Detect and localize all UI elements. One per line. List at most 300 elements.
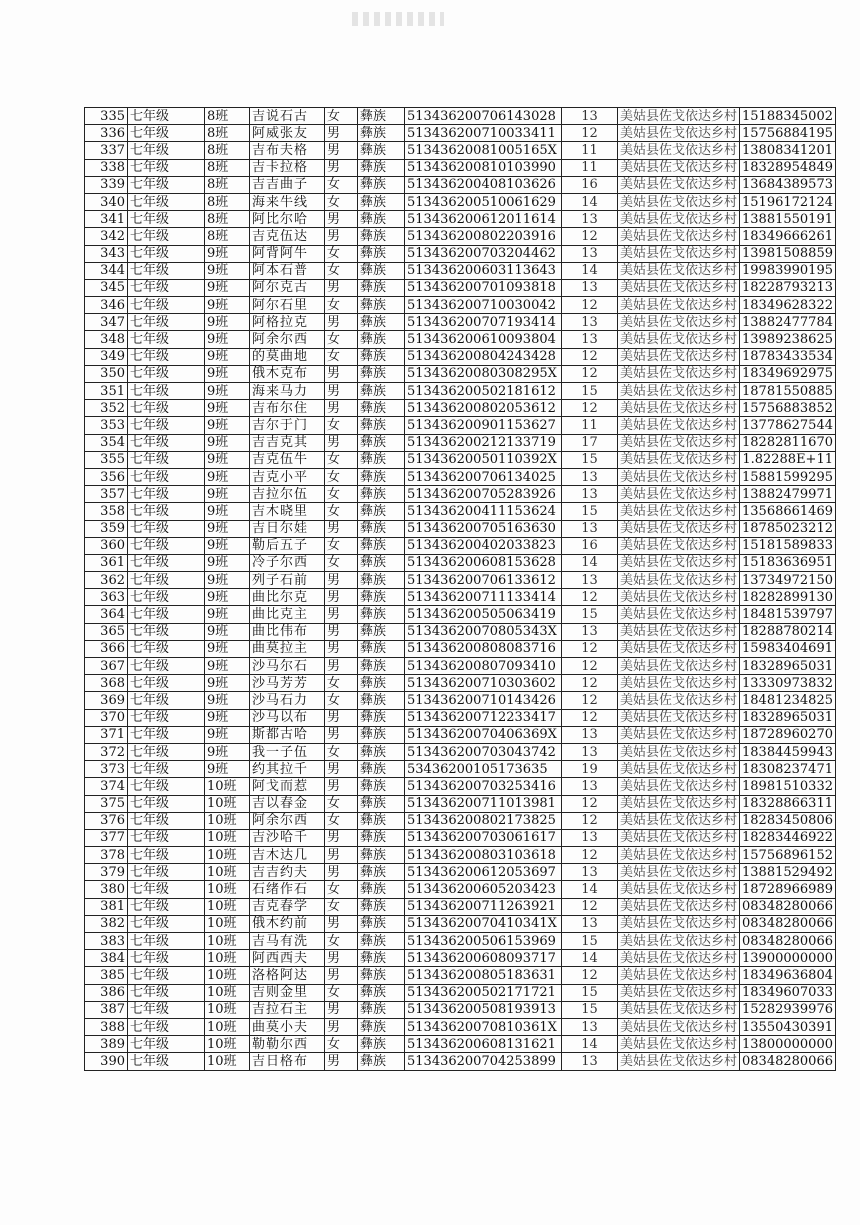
row-number-cell: 342 bbox=[85, 228, 128, 245]
id-number-cell: 513436200703253416 bbox=[405, 778, 562, 795]
row-number-cell: 355 bbox=[85, 451, 128, 468]
phone-cell: 13800000000 bbox=[740, 1036, 836, 1053]
address-cell: 美姑县佐戈依达乡村 bbox=[618, 812, 740, 829]
table-row bbox=[85, 829, 836, 846]
phone-cell: 18481539797 bbox=[740, 606, 836, 623]
grade-cell: 七年级 bbox=[128, 537, 205, 554]
gender-cell: 男 bbox=[325, 228, 358, 245]
age-cell: 14 bbox=[562, 950, 618, 967]
ethnicity-cell: 彝族 bbox=[358, 795, 405, 812]
table-row bbox=[85, 159, 836, 176]
ethnicity-cell: 彝族 bbox=[358, 468, 405, 485]
grade-cell: 七年级 bbox=[128, 245, 205, 262]
ethnicity-cell: 彝族 bbox=[358, 228, 405, 245]
student-name-cell: 我一子伍 bbox=[250, 743, 325, 760]
phone-cell: 13981508859 bbox=[740, 245, 836, 262]
ethnicity-cell: 彝族 bbox=[358, 108, 405, 125]
grade-cell: 七年级 bbox=[128, 761, 205, 778]
id-number-cell: 513436200710030042 bbox=[405, 297, 562, 314]
id-number-cell: 513436200610093804 bbox=[405, 331, 562, 348]
ethnicity-cell: 彝族 bbox=[358, 503, 405, 520]
grade-cell: 七年级 bbox=[128, 606, 205, 623]
student-name-cell: 吉克春学 bbox=[250, 898, 325, 915]
table-row bbox=[85, 297, 836, 314]
row-number-cell: 351 bbox=[85, 383, 128, 400]
row-number-cell: 375 bbox=[85, 795, 128, 812]
row-number-cell: 338 bbox=[85, 159, 128, 176]
table-row bbox=[85, 417, 836, 434]
ethnicity-cell: 彝族 bbox=[358, 520, 405, 537]
address-cell: 美姑县佐戈依达乡村 bbox=[618, 417, 740, 434]
age-cell: 14 bbox=[562, 262, 618, 279]
table-row bbox=[85, 967, 836, 984]
class-cell: 9班 bbox=[205, 417, 250, 434]
age-cell: 15 bbox=[562, 933, 618, 950]
id-number-cell: 513436200510061629 bbox=[405, 193, 562, 210]
gender-cell: 女 bbox=[325, 743, 358, 760]
student-name-cell: 曲莫拉主 bbox=[250, 640, 325, 657]
ethnicity-cell: 彝族 bbox=[358, 572, 405, 589]
grade-cell: 七年级 bbox=[128, 829, 205, 846]
table-row bbox=[85, 726, 836, 743]
grade-cell: 七年级 bbox=[128, 108, 205, 125]
id-number-cell: 51343620050110392X bbox=[405, 451, 562, 468]
table-row bbox=[85, 193, 836, 210]
grade-cell: 七年级 bbox=[128, 228, 205, 245]
table-row bbox=[85, 675, 836, 692]
age-cell: 12 bbox=[562, 297, 618, 314]
class-cell: 9班 bbox=[205, 279, 250, 296]
student-name-cell: 吉卡拉格 bbox=[250, 159, 325, 176]
id-number-cell: 513436200608153628 bbox=[405, 554, 562, 571]
address-cell: 美姑县佐戈依达乡村 bbox=[618, 761, 740, 778]
student-name-cell: 阿尔石里 bbox=[250, 297, 325, 314]
grade-cell: 七年级 bbox=[128, 1036, 205, 1053]
gender-cell: 男 bbox=[325, 1053, 358, 1070]
student-name-cell: 斯都古哈 bbox=[250, 726, 325, 743]
age-cell: 13 bbox=[562, 864, 618, 881]
age-cell: 14 bbox=[562, 881, 618, 898]
ethnicity-cell: 彝族 bbox=[358, 383, 405, 400]
gender-cell: 女 bbox=[325, 984, 358, 1001]
ethnicity-cell: 彝族 bbox=[358, 950, 405, 967]
gender-cell: 男 bbox=[325, 572, 358, 589]
id-number-cell: 513436200603113643 bbox=[405, 262, 562, 279]
id-number-cell: 513436200807093410 bbox=[405, 658, 562, 675]
grade-cell: 七年级 bbox=[128, 348, 205, 365]
gender-cell: 男 bbox=[325, 623, 358, 640]
class-cell: 10班 bbox=[205, 864, 250, 881]
age-cell: 14 bbox=[562, 1036, 618, 1053]
student-name-cell: 吉尔于门 bbox=[250, 417, 325, 434]
id-number-cell: 513436200802173825 bbox=[405, 812, 562, 829]
student-name-cell: 沙马以布 bbox=[250, 709, 325, 726]
class-cell: 9班 bbox=[205, 537, 250, 554]
age-cell: 13 bbox=[562, 331, 618, 348]
grade-cell: 七年级 bbox=[128, 331, 205, 348]
address-cell: 美姑县佐戈依达乡村 bbox=[618, 847, 740, 864]
row-number-cell: 389 bbox=[85, 1036, 128, 1053]
gender-cell: 女 bbox=[325, 417, 358, 434]
phone-cell: 13330973832 bbox=[740, 675, 836, 692]
grade-cell: 七年级 bbox=[128, 623, 205, 640]
age-cell: 13 bbox=[562, 1053, 618, 1070]
grade-cell: 七年级 bbox=[128, 365, 205, 382]
age-cell: 12 bbox=[562, 589, 618, 606]
grade-cell: 七年级 bbox=[128, 486, 205, 503]
phone-cell: 18349607033 bbox=[740, 984, 836, 1001]
grade-cell: 七年级 bbox=[128, 159, 205, 176]
phone-cell: 15756896152 bbox=[740, 847, 836, 864]
ethnicity-cell: 彝族 bbox=[358, 589, 405, 606]
phone-cell: 13882479971 bbox=[740, 486, 836, 503]
student-name-cell: 阿西西夫 bbox=[250, 950, 325, 967]
id-number-cell: 51343620070410341X bbox=[405, 915, 562, 932]
student-name-cell: 吉克伍牛 bbox=[250, 451, 325, 468]
student-name-cell: 吉吉克其 bbox=[250, 434, 325, 451]
age-cell: 12 bbox=[562, 228, 618, 245]
student-name-cell: 吉布夫格 bbox=[250, 142, 325, 159]
gender-cell: 男 bbox=[325, 864, 358, 881]
class-cell: 8班 bbox=[205, 176, 250, 193]
gender-cell: 女 bbox=[325, 933, 358, 950]
age-cell: 13 bbox=[562, 314, 618, 331]
table-row bbox=[85, 142, 836, 159]
table-row bbox=[85, 658, 836, 675]
phone-cell: 18384459943 bbox=[740, 743, 836, 760]
phone-cell: 18481234825 bbox=[740, 692, 836, 709]
grade-cell: 七年级 bbox=[128, 1053, 205, 1070]
ethnicity-cell: 彝族 bbox=[358, 434, 405, 451]
student-name-cell: 阿威张友 bbox=[250, 125, 325, 142]
student-name-cell: 约其拉千 bbox=[250, 761, 325, 778]
class-cell: 9班 bbox=[205, 726, 250, 743]
gender-cell: 男 bbox=[325, 142, 358, 159]
row-number-cell: 349 bbox=[85, 348, 128, 365]
gender-cell: 男 bbox=[325, 279, 358, 296]
phone-cell: 18282899130 bbox=[740, 589, 836, 606]
row-number-cell: 339 bbox=[85, 176, 128, 193]
student-name-cell: 吉马有洗 bbox=[250, 933, 325, 950]
age-cell: 15 bbox=[562, 503, 618, 520]
id-number-cell: 513436200705163630 bbox=[405, 520, 562, 537]
grade-cell: 七年级 bbox=[128, 417, 205, 434]
class-cell: 9班 bbox=[205, 572, 250, 589]
address-cell: 美姑县佐戈依达乡村 bbox=[618, 314, 740, 331]
grade-cell: 七年级 bbox=[128, 262, 205, 279]
id-number-cell: 513436200408103626 bbox=[405, 176, 562, 193]
ethnicity-cell: 彝族 bbox=[358, 314, 405, 331]
phone-cell: 18349636804 bbox=[740, 967, 836, 984]
id-number-cell: 513436200802203916 bbox=[405, 228, 562, 245]
address-cell: 美姑县佐戈依达乡村 bbox=[618, 279, 740, 296]
id-number-cell: 513436200707193414 bbox=[405, 314, 562, 331]
table-row bbox=[85, 709, 836, 726]
class-cell: 9班 bbox=[205, 520, 250, 537]
class-cell: 9班 bbox=[205, 486, 250, 503]
address-cell: 美姑县佐戈依达乡村 bbox=[618, 108, 740, 125]
id-number-cell: 513436200710033411 bbox=[405, 125, 562, 142]
class-cell: 10班 bbox=[205, 967, 250, 984]
class-cell: 10班 bbox=[205, 950, 250, 967]
ethnicity-cell: 彝族 bbox=[358, 1053, 405, 1070]
student-name-cell: 吉则金里 bbox=[250, 984, 325, 1001]
ethnicity-cell: 彝族 bbox=[358, 692, 405, 709]
class-cell: 9班 bbox=[205, 589, 250, 606]
id-number-cell: 513436200710143426 bbox=[405, 692, 562, 709]
address-cell: 美姑县佐戈依达乡村 bbox=[618, 228, 740, 245]
class-cell: 8班 bbox=[205, 211, 250, 228]
class-cell: 10班 bbox=[205, 933, 250, 950]
address-cell: 美姑县佐戈依达乡村 bbox=[618, 795, 740, 812]
grade-cell: 七年级 bbox=[128, 950, 205, 967]
phone-cell: 13808341201 bbox=[740, 142, 836, 159]
phone-cell: 18728960270 bbox=[740, 726, 836, 743]
phone-cell: 18283446922 bbox=[740, 829, 836, 846]
row-number-cell: 387 bbox=[85, 1001, 128, 1018]
gender-cell: 男 bbox=[325, 400, 358, 417]
grade-cell: 七年级 bbox=[128, 933, 205, 950]
row-number-cell: 357 bbox=[85, 486, 128, 503]
id-number-cell: 51343620070810361X bbox=[405, 1018, 562, 1035]
address-cell: 美姑县佐戈依达乡村 bbox=[618, 1036, 740, 1053]
row-number-cell: 370 bbox=[85, 709, 128, 726]
age-cell: 13 bbox=[562, 520, 618, 537]
address-cell: 美姑县佐戈依达乡村 bbox=[618, 434, 740, 451]
age-cell: 13 bbox=[562, 1018, 618, 1035]
grade-cell: 七年级 bbox=[128, 400, 205, 417]
grade-cell: 七年级 bbox=[128, 778, 205, 795]
phone-cell: 18328965031 bbox=[740, 709, 836, 726]
ethnicity-cell: 彝族 bbox=[358, 1036, 405, 1053]
row-number-cell: 359 bbox=[85, 520, 128, 537]
row-number-cell: 377 bbox=[85, 829, 128, 846]
age-cell: 13 bbox=[562, 486, 618, 503]
age-cell: 12 bbox=[562, 967, 618, 984]
ethnicity-cell: 彝族 bbox=[358, 279, 405, 296]
table-row bbox=[85, 314, 836, 331]
class-cell: 10班 bbox=[205, 881, 250, 898]
address-cell: 美姑县佐戈依达乡村 bbox=[618, 520, 740, 537]
row-number-cell: 369 bbox=[85, 692, 128, 709]
phone-cell: 18328965031 bbox=[740, 658, 836, 675]
address-cell: 美姑县佐戈依达乡村 bbox=[618, 537, 740, 554]
class-cell: 10班 bbox=[205, 898, 250, 915]
gender-cell: 男 bbox=[325, 950, 358, 967]
address-cell: 美姑县佐戈依达乡村 bbox=[618, 365, 740, 382]
grade-cell: 七年级 bbox=[128, 795, 205, 812]
table-row bbox=[85, 933, 836, 950]
table-row bbox=[85, 606, 836, 623]
student-name-cell: 吉克小平 bbox=[250, 468, 325, 485]
id-number-cell: 53436200105173635 bbox=[405, 761, 562, 778]
class-cell: 9班 bbox=[205, 331, 250, 348]
student-name-cell: 阿背阿牛 bbox=[250, 245, 325, 262]
id-number-cell: 51343620081005165X bbox=[405, 142, 562, 159]
phone-cell: 08348280066 bbox=[740, 933, 836, 950]
grade-cell: 七年级 bbox=[128, 125, 205, 142]
phone-cell: 18349692975 bbox=[740, 365, 836, 382]
phone-cell: 18308237471 bbox=[740, 761, 836, 778]
table-row bbox=[85, 1018, 836, 1035]
student-name-cell: 阿比尔哈 bbox=[250, 211, 325, 228]
age-cell: 12 bbox=[562, 812, 618, 829]
class-cell: 9班 bbox=[205, 314, 250, 331]
phone-cell: 13734972150 bbox=[740, 572, 836, 589]
grade-cell: 七年级 bbox=[128, 692, 205, 709]
ethnicity-cell: 彝族 bbox=[358, 658, 405, 675]
student-name-cell: 阿余尔西 bbox=[250, 812, 325, 829]
faint-header-mark bbox=[352, 12, 444, 26]
address-cell: 美姑县佐戈依达乡村 bbox=[618, 383, 740, 400]
id-number-cell: 513436200808083716 bbox=[405, 640, 562, 657]
address-cell: 美姑县佐戈依达乡村 bbox=[618, 915, 740, 932]
address-cell: 美姑县佐戈依达乡村 bbox=[618, 262, 740, 279]
id-number-cell: 513436200712233417 bbox=[405, 709, 562, 726]
grade-cell: 七年级 bbox=[128, 984, 205, 1001]
gender-cell: 男 bbox=[325, 915, 358, 932]
gender-cell: 男 bbox=[325, 1018, 358, 1035]
student-name-cell: 的莫曲地 bbox=[250, 348, 325, 365]
age-cell: 15 bbox=[562, 383, 618, 400]
student-name-cell: 吉沙哈千 bbox=[250, 829, 325, 846]
phone-cell: 13881550191 bbox=[740, 211, 836, 228]
ethnicity-cell: 彝族 bbox=[358, 142, 405, 159]
class-cell: 9班 bbox=[205, 658, 250, 675]
address-cell: 美姑县佐戈依达乡村 bbox=[618, 245, 740, 262]
row-number-cell: 383 bbox=[85, 933, 128, 950]
grade-cell: 七年级 bbox=[128, 812, 205, 829]
id-number-cell: 513436200810103990 bbox=[405, 159, 562, 176]
phone-cell: 13550430391 bbox=[740, 1018, 836, 1035]
age-cell: 13 bbox=[562, 572, 618, 589]
table-row bbox=[85, 915, 836, 932]
id-number-cell: 513436200703043742 bbox=[405, 743, 562, 760]
student-name-cell: 曲比尔克 bbox=[250, 589, 325, 606]
grade-cell: 七年级 bbox=[128, 967, 205, 984]
student-roster-table bbox=[84, 107, 836, 1071]
gender-cell: 女 bbox=[325, 537, 358, 554]
table-row bbox=[85, 125, 836, 142]
ethnicity-cell: 彝族 bbox=[358, 331, 405, 348]
class-cell: 9班 bbox=[205, 262, 250, 279]
ethnicity-cell: 彝族 bbox=[358, 829, 405, 846]
row-number-cell: 364 bbox=[85, 606, 128, 623]
gender-cell: 男 bbox=[325, 606, 358, 623]
grade-cell: 七年级 bbox=[128, 658, 205, 675]
address-cell: 美姑县佐戈依达乡村 bbox=[618, 176, 740, 193]
row-number-cell: 381 bbox=[85, 898, 128, 915]
phone-cell: 18283450806 bbox=[740, 812, 836, 829]
address-cell: 美姑县佐戈依达乡村 bbox=[618, 623, 740, 640]
row-number-cell: 378 bbox=[85, 847, 128, 864]
address-cell: 美姑县佐戈依达乡村 bbox=[618, 142, 740, 159]
table-row bbox=[85, 761, 836, 778]
student-name-cell: 吉布尔住 bbox=[250, 400, 325, 417]
address-cell: 美姑县佐戈依达乡村 bbox=[618, 640, 740, 657]
table-row bbox=[85, 176, 836, 193]
student-name-cell: 石绪作石 bbox=[250, 881, 325, 898]
phone-cell: 15181589833 bbox=[740, 537, 836, 554]
age-cell: 16 bbox=[562, 176, 618, 193]
phone-cell: 08348280066 bbox=[740, 1053, 836, 1070]
row-number-cell: 384 bbox=[85, 950, 128, 967]
age-cell: 12 bbox=[562, 692, 618, 709]
id-number-cell: 513436200711263921 bbox=[405, 898, 562, 915]
table-row bbox=[85, 537, 836, 554]
gender-cell: 女 bbox=[325, 881, 358, 898]
address-cell: 美姑县佐戈依达乡村 bbox=[618, 1053, 740, 1070]
age-cell: 13 bbox=[562, 623, 618, 640]
class-cell: 8班 bbox=[205, 159, 250, 176]
table-row bbox=[85, 1053, 836, 1070]
student-name-cell: 勒勒尔西 bbox=[250, 1036, 325, 1053]
address-cell: 美姑县佐戈依达乡村 bbox=[618, 950, 740, 967]
phone-cell: 08348280066 bbox=[740, 898, 836, 915]
grade-cell: 七年级 bbox=[128, 142, 205, 159]
student-name-cell: 俄木克布 bbox=[250, 365, 325, 382]
address-cell: 美姑县佐戈依达乡村 bbox=[618, 967, 740, 984]
phone-cell: 15196172124 bbox=[740, 193, 836, 210]
age-cell: 12 bbox=[562, 675, 618, 692]
grade-cell: 七年级 bbox=[128, 675, 205, 692]
student-name-cell: 沙马尔石 bbox=[250, 658, 325, 675]
address-cell: 美姑县佐戈依达乡村 bbox=[618, 658, 740, 675]
student-name-cell: 列子石前 bbox=[250, 572, 325, 589]
ethnicity-cell: 彝族 bbox=[358, 348, 405, 365]
gender-cell: 女 bbox=[325, 554, 358, 571]
student-name-cell: 曲比克主 bbox=[250, 606, 325, 623]
address-cell: 美姑县佐戈依达乡村 bbox=[618, 933, 740, 950]
grade-cell: 七年级 bbox=[128, 864, 205, 881]
ethnicity-cell: 彝族 bbox=[358, 915, 405, 932]
ethnicity-cell: 彝族 bbox=[358, 1018, 405, 1035]
phone-cell: 13989238625 bbox=[740, 331, 836, 348]
age-cell: 14 bbox=[562, 554, 618, 571]
student-name-cell: 吉木达几 bbox=[250, 847, 325, 864]
ethnicity-cell: 彝族 bbox=[358, 537, 405, 554]
row-number-cell: 337 bbox=[85, 142, 128, 159]
row-number-cell: 388 bbox=[85, 1018, 128, 1035]
phone-cell: 18785023212 bbox=[740, 520, 836, 537]
class-cell: 9班 bbox=[205, 743, 250, 760]
gender-cell: 女 bbox=[325, 262, 358, 279]
id-number-cell: 513436200506153969 bbox=[405, 933, 562, 950]
table-row bbox=[85, 434, 836, 451]
row-number-cell: 360 bbox=[85, 537, 128, 554]
grade-cell: 七年级 bbox=[128, 520, 205, 537]
address-cell: 美姑县佐戈依达乡村 bbox=[618, 726, 740, 743]
address-cell: 美姑县佐戈依达乡村 bbox=[618, 572, 740, 589]
class-cell: 9班 bbox=[205, 434, 250, 451]
id-number-cell: 51343620070406369X bbox=[405, 726, 562, 743]
gender-cell: 男 bbox=[325, 761, 358, 778]
class-cell: 9班 bbox=[205, 451, 250, 468]
ethnicity-cell: 彝族 bbox=[358, 297, 405, 314]
gender-cell: 女 bbox=[325, 675, 358, 692]
table-row bbox=[85, 1036, 836, 1053]
class-cell: 9班 bbox=[205, 623, 250, 640]
phone-cell: 13900000000 bbox=[740, 950, 836, 967]
age-cell: 13 bbox=[562, 726, 618, 743]
class-cell: 10班 bbox=[205, 778, 250, 795]
gender-cell: 女 bbox=[325, 193, 358, 210]
address-cell: 美姑县佐戈依达乡村 bbox=[618, 331, 740, 348]
gender-cell: 男 bbox=[325, 434, 358, 451]
row-number-cell: 382 bbox=[85, 915, 128, 932]
gender-cell: 女 bbox=[325, 451, 358, 468]
address-cell: 美姑县佐戈依达乡村 bbox=[618, 451, 740, 468]
